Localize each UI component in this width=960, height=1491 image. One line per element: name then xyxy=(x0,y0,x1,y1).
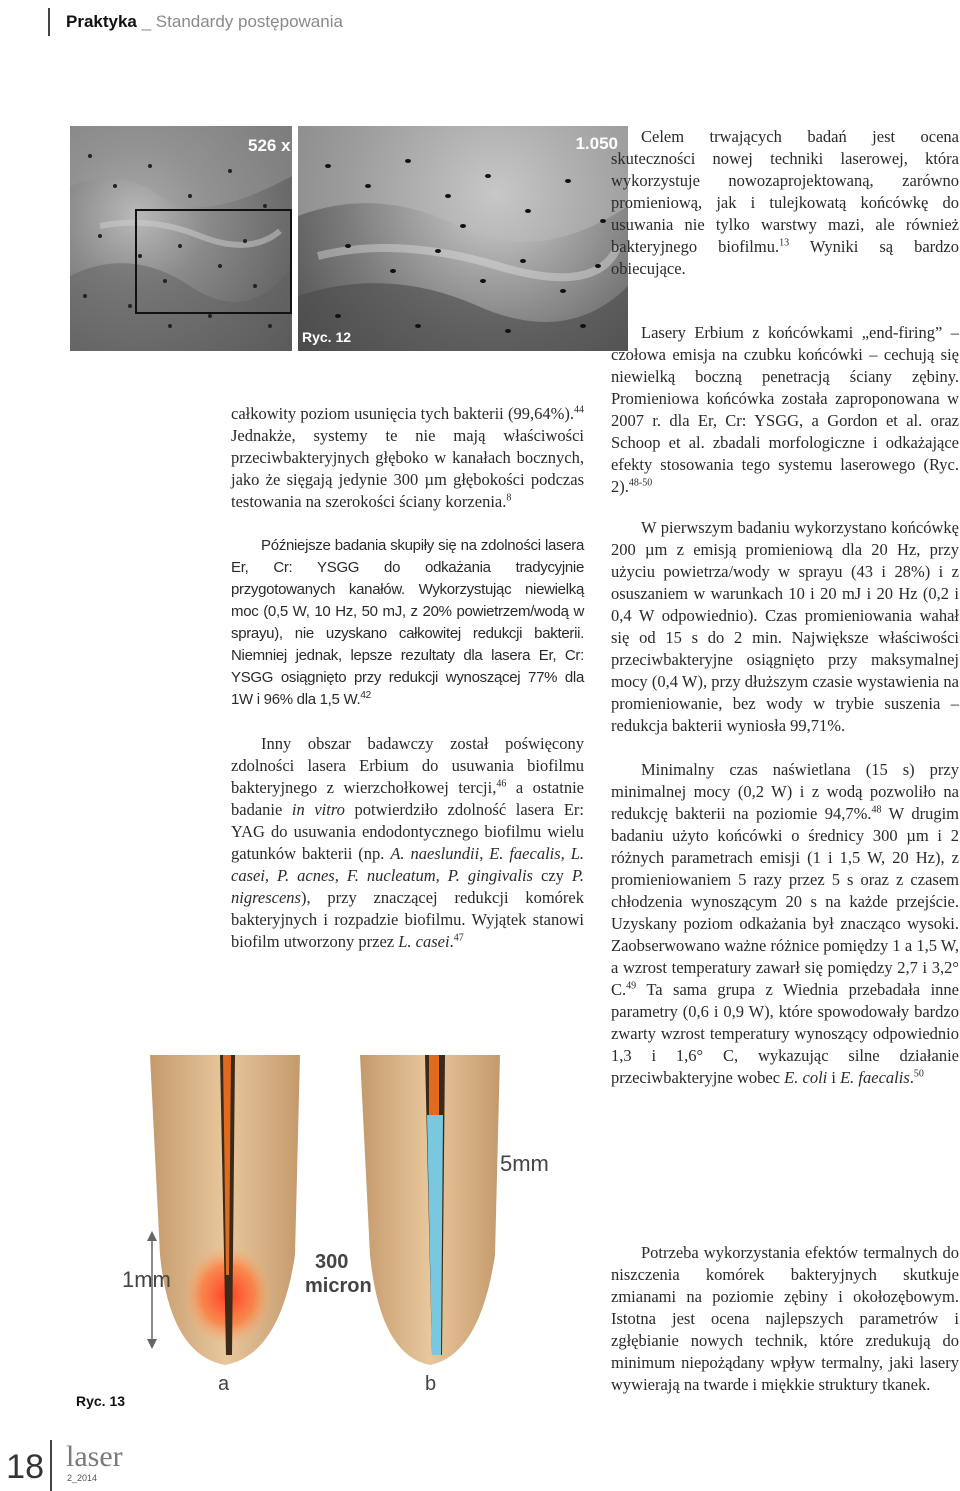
paragraph-text: Późniejsze badania skupiły się na zdolności lasera Er, Cr: YSGG do odkażania tradycyjnie przygotowanych kanałów. Wykorzystując niewielką moc (0,5 W, 10 Hz, 50 mJ, z 20% powietrzem/wodą w sprayu), nie uzyskano całkowitej redukcji bakterii. Niemniej jednak, lepsze rezultaty dla lasera Er, Cr: YSGG osiągnięto przy redukcji wynoszącej 77% dla 1W i 96% dla 1,5 W. xyxy=(231,537,584,708)
arrow-up-icon xyxy=(147,1231,157,1241)
paragraph-text: Potrzeba wykorzystania efektów termalnych do niszczenia komórek bakteryjnych skutkuje zmianami na poziomie zębiny i okołozębowym. Istotna jest ocena najlepszych parametrów i zgłębianie nowych technik, które zredukują do minimum niepożądany wpływ termalny, jaki lasery wywierają na twarde i miękkie struktury tkanek. xyxy=(611,1243,959,1394)
latin-term: in vitro xyxy=(291,800,345,819)
paragraph-text: Jednakże, systemy te nie mają właściwości przeciwbakteryjnych głęboko w kanałach bocznych, jako że sięgają jedynie 300 µm głębokości podczas testowania na szerokości ściany korzenia. xyxy=(231,426,584,511)
column-right-studies xyxy=(611,517,959,1111)
footer-divider xyxy=(50,1440,52,1491)
paragraph-text: czy xyxy=(532,866,572,885)
citation: 42 xyxy=(360,690,371,701)
arrow-down-icon xyxy=(147,1339,157,1349)
citation: 48 xyxy=(871,804,882,816)
sem-image-12 xyxy=(298,126,628,351)
species-name: P. nigrescens xyxy=(231,866,584,907)
citation: 48-50 xyxy=(628,477,653,489)
paragraph-text: Minimalny czas naświetlana (15 s) przy minimalnej mocy (0,2 W) i z wodą pozwoliło na redukcję bakterii na poziomie 94,7%. xyxy=(611,760,959,823)
page-number: 18 xyxy=(6,1448,44,1486)
citation: 8 xyxy=(506,492,512,504)
figure-13-root-diagram xyxy=(70,1055,590,1417)
paragraph-text: . xyxy=(909,1068,914,1087)
citation: 46 xyxy=(496,778,507,790)
species-name: L. casei xyxy=(398,932,450,951)
header-subsection: _ Standardy postępowania xyxy=(141,12,343,31)
figure-caption-12: Ryc. 12 xyxy=(302,329,352,345)
species-name: E. coli xyxy=(784,1068,828,1087)
citation: 44 xyxy=(574,404,584,416)
running-header xyxy=(66,12,343,32)
paragraph-text: i xyxy=(827,1068,841,1087)
column-right-erbium xyxy=(611,322,959,520)
paragraph-text: potwierdziło zdolność lasera Er: YAG do usuwania endodontycznego biofilmu wielu gatunków bakterii (np. xyxy=(231,800,584,863)
magnification-label-12: 1.050 xyxy=(575,134,618,153)
panel-label-a: a xyxy=(218,1373,230,1395)
paragraph-text: Lasery Erbium z końcówkami „end-firing” – czołowa emisja na czubku końcówki – cechują się niewielką boczną penetracją ściany zębiny. Promieniowa końcówka została zaproponowana w 2007 r. dla Er, Cr: YSGG, a Gordon et al. oraz Schoop et al. zbadali morfologiczne i odkażające efekty stosowania tego systemu laserowego (Ryc. 2). xyxy=(611,323,959,496)
fiber-b-core xyxy=(429,1055,439,1115)
issue-number: 2_2014 xyxy=(67,1473,98,1483)
magazine-brand: laser xyxy=(66,1440,123,1473)
figure-sem-images xyxy=(6,126,628,351)
header-section: Praktyka xyxy=(66,12,137,31)
magnification-label-11: 526 x xyxy=(248,136,291,155)
label-micron: micron xyxy=(305,1275,372,1297)
figure-caption-11: Ryc. 11 xyxy=(6,329,55,345)
species-list: A. naeslundii, E. faecalis, L. casei, P. acnes, F. nucleatum, P. gingivalis xyxy=(231,844,584,885)
paragraph-text: Ta sama grupa z Wiednia przebadała inne parametry (0,6 i 0,9 W), które spowodowały bardzo zwarty wzrost temperatury wynoszący odpowiednio 1,3 i 1,6° C, wykazując silne działanie przeciwbakteryjne wobec xyxy=(611,980,959,1087)
citation: 13 xyxy=(779,237,790,249)
column-middle xyxy=(231,403,584,975)
paragraph-text: a ostatnie badanie xyxy=(231,778,584,819)
header-divider xyxy=(48,8,50,36)
paragraph-text: . xyxy=(449,932,454,951)
paragraph-text: W drugim badaniu użyto końcówki o średnicy 300 µm i 2 różnych parametrach emisji (1 i 1,5 W, 20 Hz), z promieniowaniem 5 razy przez 5 s oraz z czasem chłodzenia wynoszącym 20 s na każde przejście. Uzyskany poziom odkażania był znacząco wysoki. Zaobserwowano ważne różnice pomiędzy 1 a 1,5 W, a wzrost temperatury zawarł się pomiędzy 2,7 i 3,2° C. xyxy=(611,804,959,999)
figure-caption-13: Ryc. 13 xyxy=(76,1393,126,1409)
panel-label-b: b xyxy=(425,1373,437,1395)
label-1mm: 1mm xyxy=(122,1267,171,1292)
label-300: 300 xyxy=(315,1251,349,1273)
paragraph-text: Inny obszar badawczy został poświęcony zdolności lasera Erbium do usuwania biofilmu bakteryjnego z wierzchołkowej tercji, xyxy=(231,734,584,797)
citation: 49 xyxy=(626,980,637,992)
paragraph-text: Celem trwających badań jest ocena skuteczności nowej techniki laserowej, która wykorzystuje nowozaprojektowaną, zarówno promieniową, jak i tulejkowatą końcówkę do usuwania nie tylko warstwy mazi, ale również bakteryjnego biofilmu. xyxy=(611,127,959,256)
column-right-conclusion xyxy=(611,1242,959,1418)
label-5mm: 5mm xyxy=(500,1151,549,1176)
sem-texture-12 xyxy=(298,126,628,351)
column-right-intro xyxy=(611,126,959,302)
paragraph-text: Wyniki są bardzo obiecujące. xyxy=(611,237,959,278)
paragraph-text: W pierwszym badaniu wykorzystano końcówkę 200 µm z emisją promieniową dla 20 Hz, przy użyciu powietrza/wody w sprayu (43 i 28%) i z osuszaniem w warunkach 10 i 20 mJ i 20 Hz (0,2 i 0,4 W odpowiednio). Czas promieniowania wahał się od 15 s do 2 min. Największe właściwości przeciwbakteryjne osiągnięto przy maksymalnej mocy (0,4 W), przy dłuższym czasie wystawienia na promieniowanie, bez wody w trybie suszenia – redukcja bakterii wyniosła 99,71%. xyxy=(611,518,959,735)
zoom-region-marker xyxy=(135,209,292,314)
paragraph-text: ), przy znaczącej redukcji komórek bakteryjnych i rozpadzie biofilmu. Wyjątek stanowi biofilm utworzony przez xyxy=(231,888,584,951)
paragraph-text: całkowity poziom usunięcia tych bakterii (99,64%). xyxy=(231,404,574,423)
citation: 47 xyxy=(453,932,464,944)
sem-image-11 xyxy=(70,126,292,351)
citation: 50 xyxy=(913,1068,924,1080)
species-name: E. faecalis xyxy=(840,1068,910,1087)
